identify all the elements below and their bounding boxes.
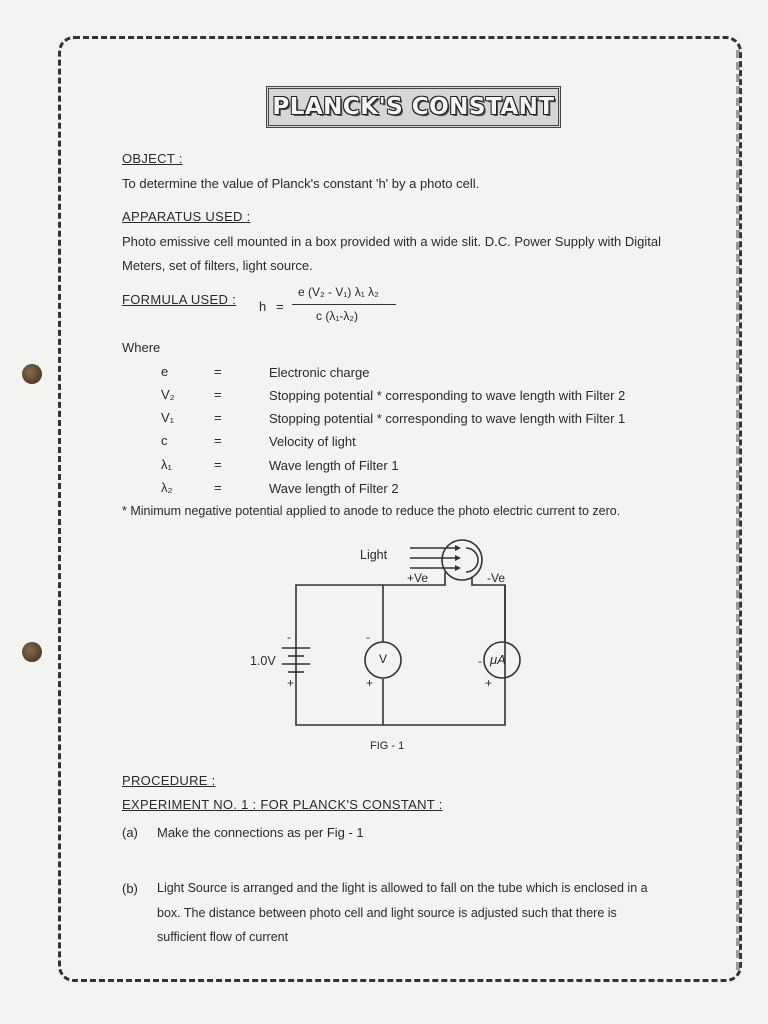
definition-symbol: e [161,364,169,379]
voltmeter-label: V [379,652,388,666]
definition-text: Stopping potential * corresponding to wave length with Filter 1 [269,411,626,426]
definition-text: Stopping potential * corresponding to wave length with Filter 2 [269,388,626,403]
formula-numerator: e (V₂ - V₁) λ₁ λ₂ [298,285,379,299]
circuit-wires [296,572,505,725]
step-label: (b) [122,881,138,896]
definition-text: Electronic charge [269,365,370,380]
step-text: Make the connections as per Fig - 1 [157,825,364,840]
definition-text: Wave length of Filter 2 [269,481,399,496]
light-label: Light [360,548,388,562]
ammeter-minus-sign: - [478,654,482,668]
object-text: To determine the value of Planck's constant 'h' by a photo cell. [122,176,480,191]
definition-equals: = [214,364,222,379]
voltmeter-minus-sign: - [366,630,370,644]
definition-symbol: λ₂ [161,480,173,495]
definition-equals: = [214,480,222,495]
formula-lhs: h [259,299,267,314]
battery-minus-sign: - [287,630,291,644]
footnote: * Minimum negative potential applied to anode to reduce the photo electric current to zero. [122,504,621,518]
definition-equals: = [214,457,222,472]
voltmeter-plus-sign: + [366,676,374,690]
definition-text: Velocity of light [269,434,356,449]
definition-symbol: λ₁ [161,457,172,472]
definition-symbol: V₂ [161,387,175,402]
negative-terminal-label: -Ve [487,571,506,585]
formula-heading: FORMULA USED : [122,292,236,307]
formula-equals: = [276,299,284,314]
apparatus-line-2: Meters, set of filters, light source. [122,258,313,273]
definition-equals: = [214,433,222,448]
arrow-head-2 [455,555,461,561]
formula-denominator: c (λ₁-λ₂) [316,309,359,323]
object-heading: OBJECT : [122,151,183,166]
experiment-heading: EXPERIMENT NO. 1 : FOR PLANCK'S CONSTANT : [122,797,443,812]
figure-caption: FIG - 1 [370,740,405,752]
page-title: PLANCK'S CONSTANT [272,94,555,120]
definition-equals: = [214,387,222,402]
definition-symbol: V₁ [161,410,175,425]
step-label: (a) [122,825,138,840]
apparatus-line-1: Photo emissive cell mounted in a box provided with a wide slit. D.C. Power Supply with Digital [122,234,662,249]
ammeter-label: μA [490,652,506,667]
step-text: box. The distance between photo cell and light source is adjusted such that there is [157,906,617,920]
battery-voltage-label: 1.0V [250,654,276,668]
step-text: sufficient flow of current [157,930,289,944]
photo-cell-cathode [466,548,478,572]
arrow-head-1 [455,545,461,551]
definition-text: Wave length of Filter 1 [269,458,399,473]
positive-terminal-label: +Ve [407,571,429,585]
procedure-heading: PROCEDURE : [122,773,216,788]
step-text: Light Source is arranged and the light is allowed to fall on the tube which is enclosed in a [157,881,648,895]
definition-equals: = [214,410,222,425]
ammeter-plus-sign: + [485,676,493,690]
where-label: Where [122,340,161,355]
definition-symbol: c [161,433,168,448]
apparatus-heading: APPARATUS USED : [122,209,251,224]
battery-plus-sign: + [287,676,295,690]
photo-cell [442,540,482,580]
arrow-head-3 [455,565,461,571]
